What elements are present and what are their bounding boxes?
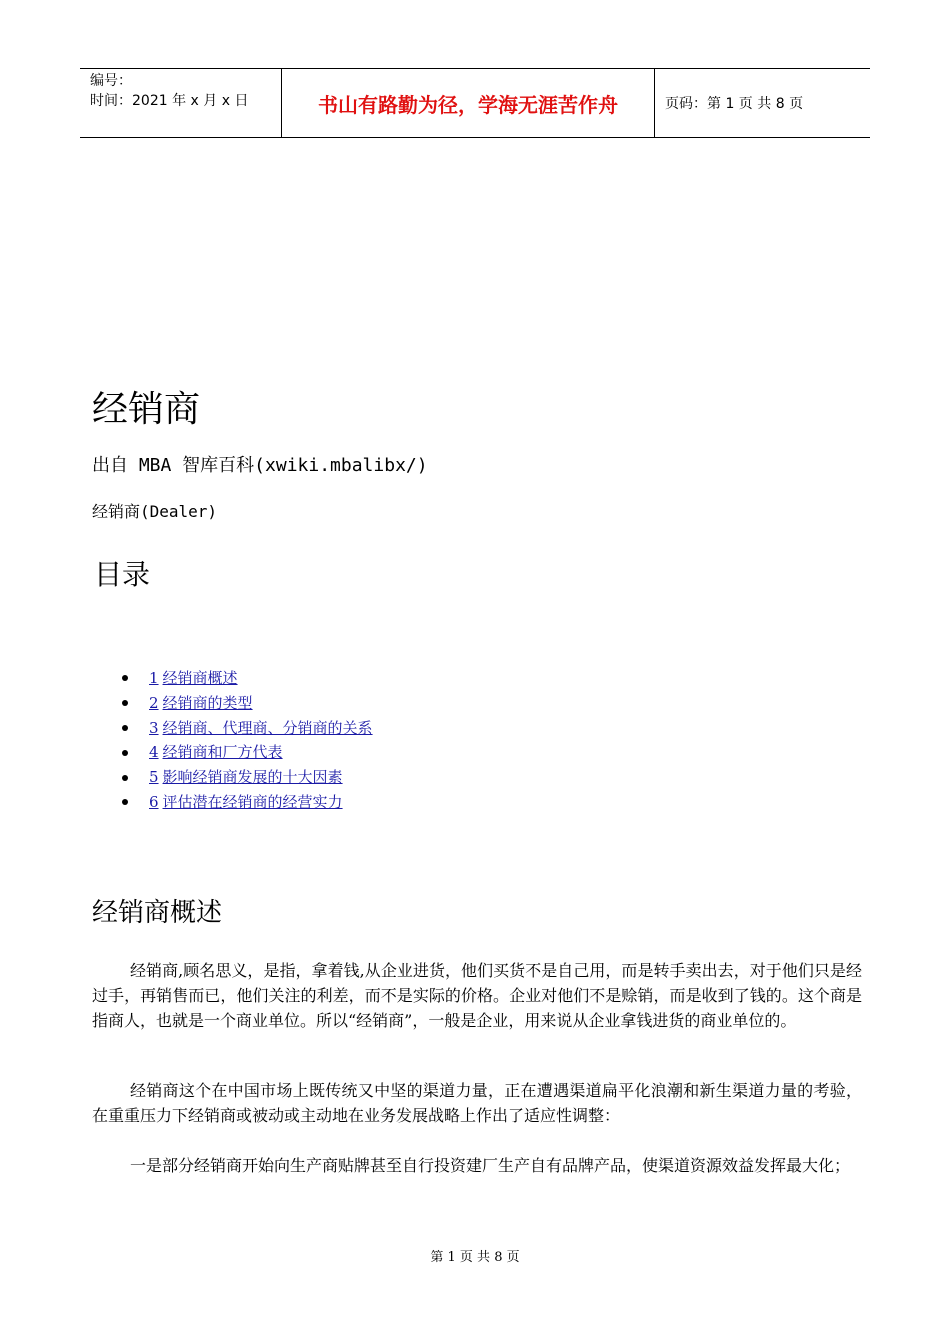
bullet-icon (122, 675, 128, 681)
toc-item (122, 765, 373, 790)
toc-link-number[interactable]: 5 (149, 768, 159, 787)
toc-link[interactable]: 经销商、代理商、分销商的关系 (162, 718, 373, 737)
bullet-icon (122, 799, 128, 805)
bullet-icon (122, 725, 128, 731)
toc-item (122, 691, 373, 716)
article-dealer-line: 经销商(Dealer) (92, 502, 218, 521)
toc-link-number[interactable]: 1 (149, 669, 159, 687)
toc-link[interactable]: 评估潜在经销商的经营实力 (162, 792, 343, 811)
section-title: 经销商概述 (92, 898, 223, 928)
paragraph: 一是部分经销商开始向生产商贴牌甚至自行投资建厂生产自有品牌产品，使渠道资源效益发挥最大化； (130, 1156, 851, 1175)
toc-item (122, 666, 373, 691)
paragraph: 经销商,顾名思义，是指，拿着钱,从企业进货，他们买货不是自己用，而是转手卖出去，对于他们只是经过手，再销售而已，他们关注的利差，而不是实际的价格。企业对他们不是赊销，而是收到了钱的。这个商是指商人，也就是一个商业单位。所以“经销商”，一般是企业，用来说从企业拿钱进货的商业单位的。 (92, 961, 862, 1030)
date-label: 时间：2021 年 x 月 x 日 (90, 93, 249, 109)
document-header (80, 68, 870, 138)
header-motto: 书山有路勤为径，学海无涯苦作舟 (282, 69, 655, 137)
number-label: 编号： (90, 73, 132, 89)
header-page-info: 页码：第 1 页 共 8 页 (665, 96, 804, 112)
bullet-icon (122, 700, 128, 706)
toc-link-number[interactable]: 4 (149, 743, 159, 762)
toc-item (122, 740, 373, 765)
toc-link[interactable]: 经销商和厂方代表 (162, 743, 283, 762)
page-footer: 第 1 页 共 8 页 (430, 1250, 520, 1265)
article-source: 出自 MBA 智库百科(xwiki.mbalibx/) (92, 455, 428, 476)
toc-title: 目录 (94, 558, 151, 591)
toc-list (122, 666, 373, 815)
bullet-icon (122, 750, 128, 756)
toc-link[interactable]: 影响经销商发展的十大因素 (162, 768, 343, 787)
article-title: 经销商 (92, 389, 201, 430)
toc-link-number[interactable]: 2 (149, 693, 159, 712)
bullet-icon (122, 775, 128, 781)
paragraph: 经销商这个在中国市场上既传统又中坚的渠道力量，正在遭遇渠道扁平化浪潮和新生渠道力量的考验，在重重压力下经销商或被动或主动地在业务发展战略上作出了适应性调整： (92, 1081, 862, 1125)
toc-link-number[interactable]: 3 (149, 718, 159, 737)
toc-link[interactable]: 经销商的类型 (162, 693, 253, 712)
toc-item (122, 790, 373, 815)
header-meta-cell (80, 69, 282, 137)
toc-item (122, 716, 373, 741)
toc-link[interactable]: 经销商概述 (162, 669, 238, 687)
toc-link-number[interactable]: 6 (149, 792, 159, 811)
